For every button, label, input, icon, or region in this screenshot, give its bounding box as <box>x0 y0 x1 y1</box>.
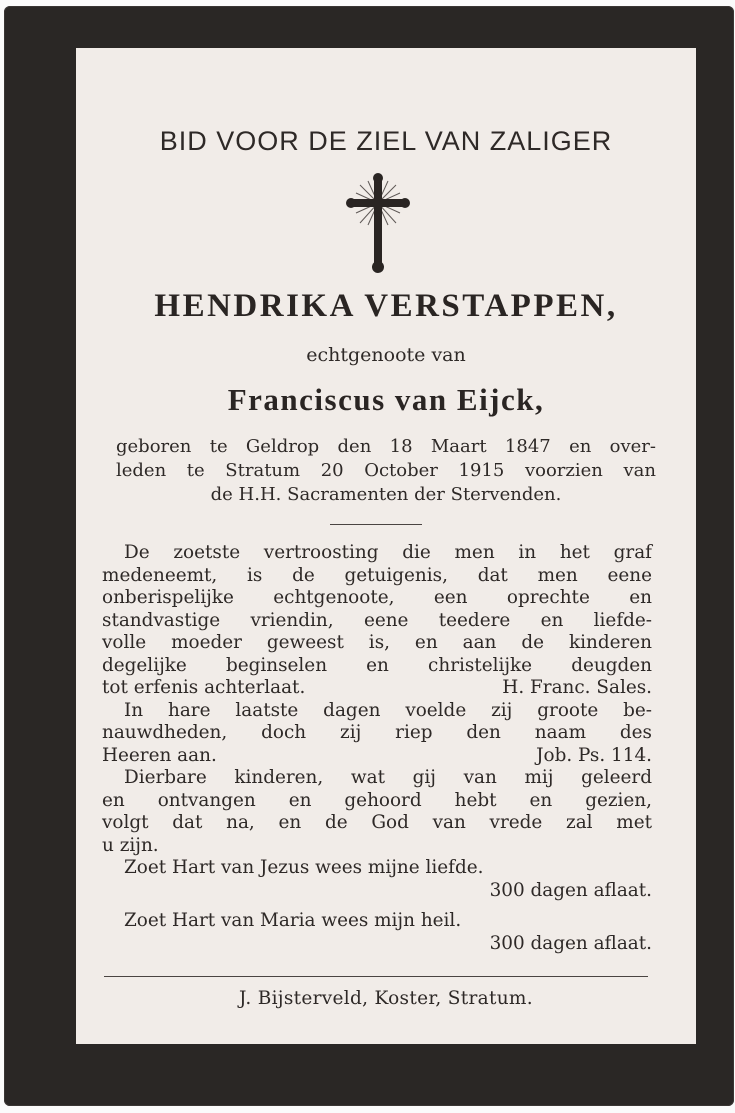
spacer <box>102 902 652 910</box>
quote-source: Job. Ps. 114. <box>536 744 652 766</box>
divider-short <box>330 524 422 525</box>
text-line: onberispelijke echtgenoote, een oprechte en <box>102 587 652 608</box>
birth-line: leden te Stratum 20 October 1915 voorzien van <box>116 460 656 481</box>
memorial-text <box>102 542 652 955</box>
text-line: De zoetste vertroosting die men in het graf <box>124 542 652 563</box>
text-line: en ontvangen en gehoord hebt en gezien, <box>102 789 652 811</box>
text-line: In hare laatste dagen voelde zij groote be- <box>124 699 652 721</box>
printer-credit: J. Bijsterveld, Koster, Stratum. <box>239 988 533 1009</box>
text-line: Dierbare kinderen, wat gij van mij geleerd <box>124 767 652 788</box>
mourning-card <box>4 6 734 1106</box>
indulgence-line: 300 dagen aflaat. <box>489 932 652 954</box>
text-line: volgt dat na, en de God van vrede zal met <box>102 812 652 833</box>
birth-line: geboren te Geldrop den 18 Maart 1847 en over- <box>116 436 656 457</box>
divider-long <box>104 976 648 977</box>
deceased-name: HENDRIKA VERSTAPPEN, <box>154 288 618 324</box>
indulgence-line: 300 dagen aflaat. <box>489 879 652 901</box>
spouse-name: Franciscus van Eijck, <box>227 382 545 417</box>
birth-line: de H.H. Sacramenten der Stervenden. <box>210 484 562 505</box>
text-line: Heeren aan. <box>102 744 217 766</box>
text-line: nauwdheden, doch zij riep den naam des <box>102 722 652 743</box>
text-line: medeneemt, is de getuigenis, dat men eene <box>102 564 652 586</box>
cross-icon <box>346 173 410 275</box>
prayer-heading: BID VOOR DE ZIEL VAN ZALIGER <box>159 126 613 156</box>
text-line: tot erfenis achterlaat. <box>102 677 306 698</box>
quote-attribution-row <box>102 677 652 700</box>
spouse-label: echtgenoote van <box>306 344 466 366</box>
text-line: standvastige vriendin, eene teedere en liefde- <box>102 609 652 631</box>
quote-attribution-row <box>102 745 652 768</box>
prayer-line: Zoet Hart van Jezus wees mijne liefde. <box>124 857 484 878</box>
text-line: volle moeder geweest is, en aan de kinderen <box>102 632 652 653</box>
prayer-line: Zoet Hart van Maria wees mijn heil. <box>124 910 462 931</box>
text-line: degelijke beginselen en christelijke deugden <box>102 654 652 676</box>
text-line: u zijn. <box>102 834 159 856</box>
birth-death-details <box>116 435 656 507</box>
card-inner-panel <box>76 48 696 1044</box>
quote-source: H. Franc. Sales. <box>502 677 652 698</box>
